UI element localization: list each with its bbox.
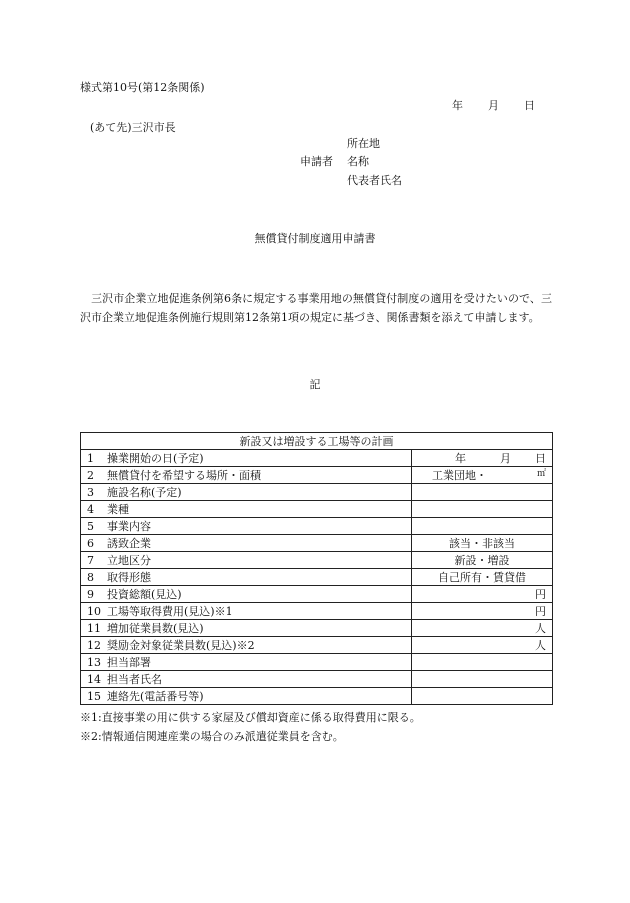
row-value[interactable]	[412, 671, 553, 688]
row-value[interactable]	[412, 450, 553, 467]
table-heading: 新設又は増設する工場等の計画	[81, 433, 553, 450]
table-row	[81, 688, 553, 705]
row-number: 5	[87, 519, 94, 533]
row-value[interactable]: 自己所有・賃貸借	[412, 569, 553, 586]
applicant-address-label: 所在地	[347, 137, 380, 150]
table-row	[81, 637, 553, 654]
table-row	[81, 671, 553, 688]
row-value[interactable]: 人	[412, 637, 553, 654]
row-value[interactable]: 人	[412, 620, 553, 637]
ki-heading: 記	[309, 378, 321, 391]
date-month: 月	[488, 99, 499, 112]
row-number: 8	[87, 570, 94, 584]
row-number: 9	[87, 587, 94, 601]
date-day: 日	[524, 99, 535, 112]
table-row	[81, 569, 553, 586]
row-number: 3	[87, 485, 94, 499]
row-value[interactable]: 該当・非該当	[412, 535, 553, 552]
row-value[interactable]: 円	[412, 603, 553, 620]
row1-year: 年	[455, 451, 466, 465]
row1-month: 月	[500, 451, 511, 465]
row-label: 投資総額(見込)	[107, 587, 182, 601]
row1-day: 日	[535, 451, 546, 465]
row-value[interactable]	[412, 501, 553, 518]
table-row	[81, 603, 553, 620]
row-number: 15	[87, 689, 101, 703]
row-label: 工場等取得費用(見込)※1	[107, 604, 233, 618]
table-row	[81, 654, 553, 671]
row-value[interactable]	[412, 518, 553, 535]
form-number: 様式第10号(第12条関係)	[80, 81, 205, 94]
body-text: 三沢市企業立地促進条例第6条に規定する事業用地の無償貸付制度の適用を受けたいので、三沢市企業立地促進条例施行規則第12条第1項の規定に基づき、関係書類を添えて申請します。	[80, 292, 552, 324]
row-number: 13	[87, 655, 101, 669]
date-year: 年	[452, 99, 463, 112]
document-title: 無償貸付制度適用申請書	[254, 232, 376, 245]
row-number: 11	[87, 621, 101, 635]
body-paragraph	[80, 289, 552, 327]
note-2: ※2:情報通信関連産業の場合のみ派遣従業員を含む。	[80, 730, 344, 743]
table-row	[81, 467, 553, 484]
row-value[interactable]: 新設・増設	[412, 552, 553, 569]
row-label: 連絡先(電話番号等)	[107, 689, 204, 703]
row-label: 事業内容	[107, 519, 151, 533]
row-label: 増加従業員数(見込)	[107, 621, 204, 635]
row-label: 担当部署	[107, 655, 151, 669]
row-value[interactable]: 円	[412, 586, 553, 603]
table-row	[81, 501, 553, 518]
row-number: 1	[87, 451, 94, 465]
table-row	[81, 518, 553, 535]
plan-table	[80, 432, 553, 705]
row-value[interactable]	[412, 467, 553, 484]
row-label: 担当者氏名	[107, 672, 162, 686]
row-number: 2	[87, 468, 94, 482]
row-label: 業種	[107, 502, 129, 516]
row-number: 6	[87, 536, 94, 550]
row-value[interactable]	[412, 654, 553, 671]
row-label: 施設名称(予定)	[107, 485, 182, 499]
row-label: 立地区分	[107, 553, 151, 567]
note-1: ※1:直接事業の用に供する家屋及び償却資産に係る取得費用に限る。	[80, 711, 421, 724]
row-value[interactable]	[412, 484, 553, 501]
table-header-row	[81, 433, 553, 450]
row-number: 12	[87, 638, 101, 652]
row-label: 無償貸付を希望する場所・面積	[107, 468, 261, 482]
row-label: 取得形態	[107, 570, 151, 584]
row-label: 操業開始の日(予定)	[107, 451, 204, 465]
addressee: (あて先)三沢市長	[90, 121, 176, 134]
row-number: 7	[87, 553, 94, 567]
applicant-label: 申請者	[300, 155, 333, 168]
row-number: 14	[87, 672, 101, 686]
row2-unit: ㎡	[536, 468, 546, 479]
table-row	[81, 620, 553, 637]
applicant-name-label: 名称	[347, 155, 369, 168]
table-row	[81, 552, 553, 569]
table-row	[81, 450, 553, 467]
row2-value: 工業団地・	[432, 468, 487, 482]
row-label: 奨励金対象従業員数(見込)※2	[107, 638, 255, 652]
row-number: 4	[87, 502, 94, 516]
row-value[interactable]	[412, 688, 553, 705]
row-label: 誘致企業	[107, 536, 151, 550]
date-line	[452, 100, 535, 111]
applicant-representative-label: 代表者氏名	[347, 174, 402, 187]
table-row	[81, 535, 553, 552]
row-number: 10	[87, 604, 101, 618]
table-row	[81, 484, 553, 501]
table-row	[81, 586, 553, 603]
